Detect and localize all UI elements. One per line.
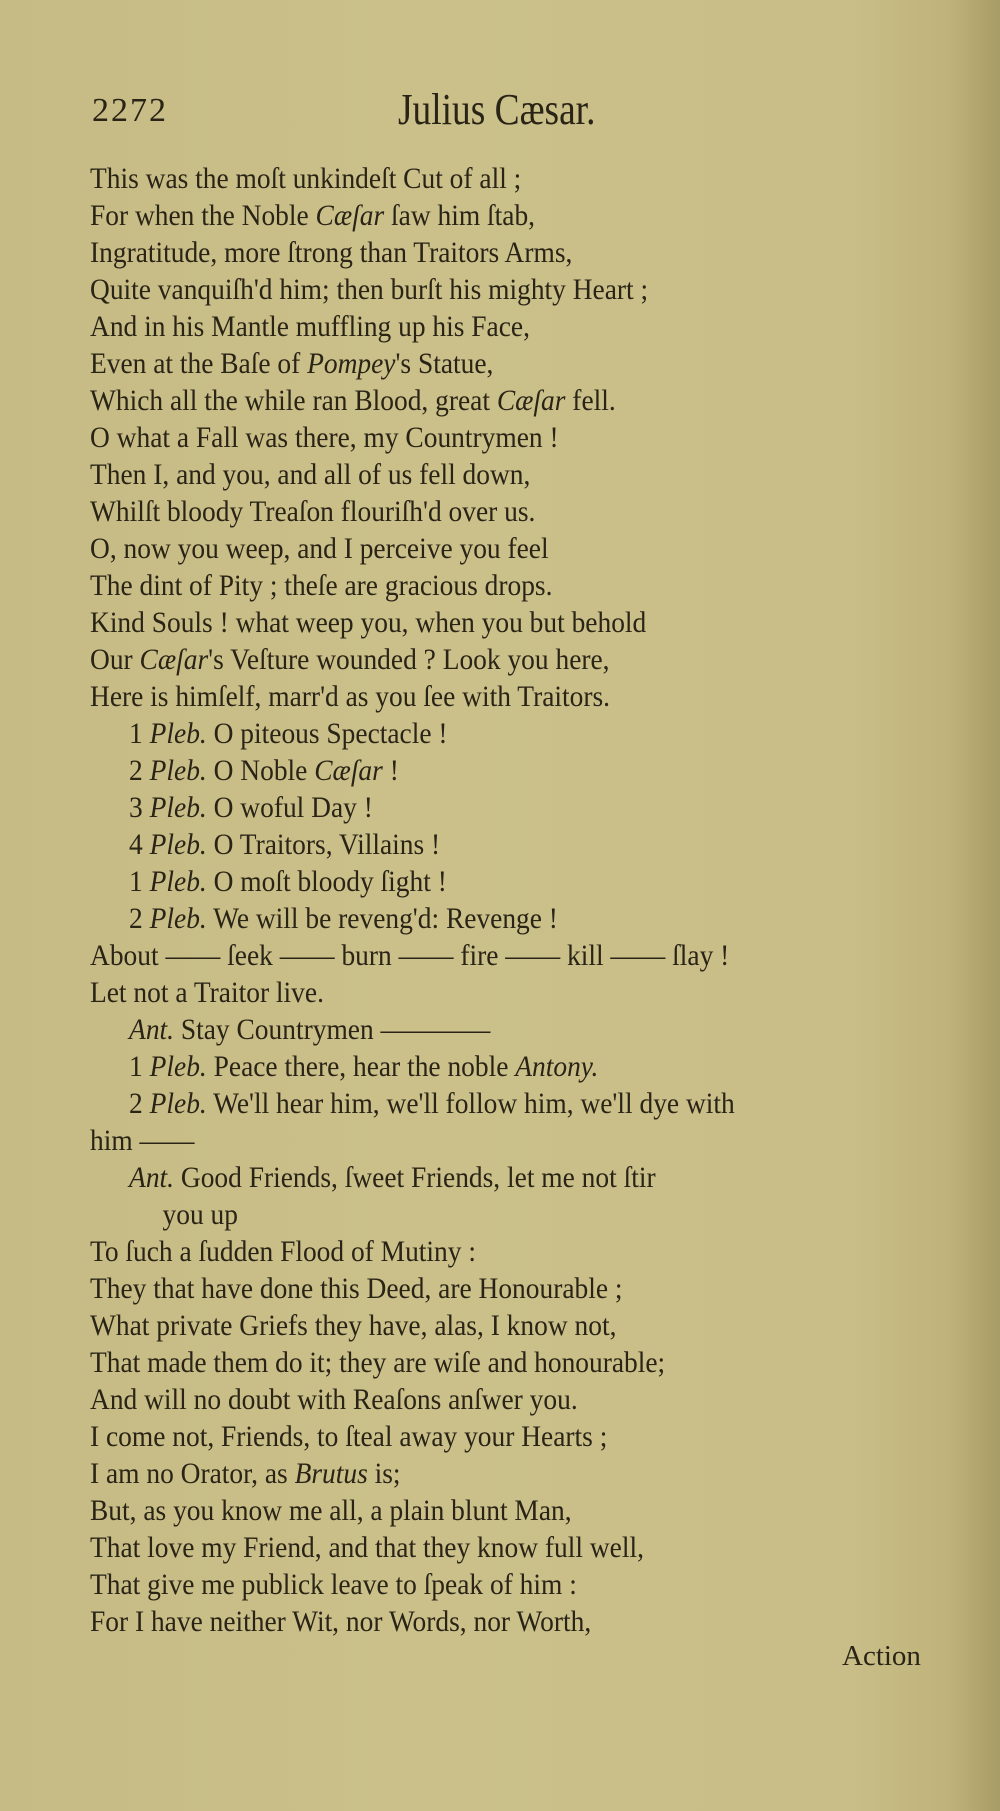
verse-line bbox=[90, 975, 890, 1012]
line-text: O Noble bbox=[206, 755, 315, 787]
verse-line bbox=[90, 679, 890, 716]
verse-line bbox=[90, 457, 890, 494]
verse-line bbox=[90, 383, 890, 420]
verse-line bbox=[90, 272, 890, 309]
line-text: We will be reveng'd: Revenge ! bbox=[206, 903, 558, 935]
line-text: Then I, and you, and all of us fell down, bbox=[90, 459, 531, 491]
italic-text: Antony. bbox=[515, 1051, 599, 1083]
line-text: 1 bbox=[129, 1051, 150, 1083]
italic-text: Pleb. bbox=[149, 792, 207, 824]
italic-text: Pleb. bbox=[149, 903, 207, 935]
speech-line bbox=[90, 827, 890, 864]
line-text: That made them do it; they are wiſe and honourable; bbox=[90, 1347, 666, 1379]
line-text: That give me publick leave to ſpeak of him : bbox=[90, 1569, 577, 1601]
italic-text: Ant. bbox=[129, 1014, 175, 1046]
line-text: O moſt bloody ſight ! bbox=[206, 866, 447, 898]
verse-line bbox=[90, 161, 890, 198]
line-text: And in his Mantle muffling up his Face, bbox=[90, 311, 530, 343]
verse-line bbox=[90, 1530, 890, 1567]
line-text: This was the moſt unkindeſt Cut of all ; bbox=[90, 163, 522, 195]
line-text: Which all the while ran Blood, great bbox=[90, 385, 497, 417]
italic-text: Pleb. bbox=[149, 718, 207, 750]
line-text: 2 bbox=[129, 903, 150, 935]
verse-line bbox=[90, 420, 890, 457]
line-text: O piteous Spectacle ! bbox=[206, 718, 448, 750]
italic-text: Pleb. bbox=[149, 1088, 207, 1120]
line-text: O what a Fall was there, my Countrymen ! bbox=[90, 422, 559, 454]
line-text: Let not a Traitor live. bbox=[90, 977, 324, 1009]
line-text: Ingratitude, more ſtrong than Traitors Arms, bbox=[90, 237, 573, 269]
italic-text: Pompey bbox=[307, 348, 396, 380]
line-text: For when the Noble bbox=[90, 200, 316, 232]
verse-line bbox=[90, 568, 890, 605]
verse-line bbox=[90, 198, 890, 235]
line-text: O Traitors, Villains ! bbox=[206, 829, 441, 861]
line-text: The dint of Pity ; theſe are gracious drops. bbox=[90, 570, 553, 602]
verse-line bbox=[90, 346, 890, 383]
page-number: 2272 bbox=[92, 92, 168, 129]
verse-line bbox=[90, 1345, 890, 1382]
line-text: But, as you know me all, a plain blunt Man, bbox=[90, 1495, 572, 1527]
line-text: Even at the Baſe of bbox=[90, 348, 308, 380]
verse-line bbox=[90, 531, 890, 568]
line-text: Quite vanquiſh'd him; then burſt his mighty Heart ; bbox=[90, 274, 649, 306]
line-text: 's Statue, bbox=[395, 348, 494, 380]
speech-line bbox=[90, 1012, 890, 1049]
speech-line bbox=[90, 1049, 890, 1086]
verse-line bbox=[90, 309, 890, 346]
italic-text: Ant. bbox=[129, 1162, 175, 1194]
line-text: him —— bbox=[90, 1125, 195, 1157]
speech-line bbox=[90, 1160, 890, 1197]
line-text: I come not, Friends, to ſteal away your Hearts ; bbox=[90, 1421, 608, 1453]
line-text: What private Griefs they have, alas, I know not, bbox=[90, 1310, 617, 1342]
line-text: Our bbox=[90, 644, 140, 676]
verse-line bbox=[90, 494, 890, 531]
italic-text: Cæſar bbox=[139, 644, 209, 676]
verse-line bbox=[90, 235, 890, 272]
line-text: O woful Day ! bbox=[206, 792, 373, 824]
line-text: 's Veſture wounded ? Look you here, bbox=[208, 644, 610, 676]
line-text: They that have done this Deed, are Honourable ; bbox=[90, 1273, 623, 1305]
line-text: That love my Friend, and that they know full well, bbox=[90, 1532, 644, 1564]
line-text: To ſuch a ſudden Flood of Mutiny : bbox=[90, 1236, 476, 1268]
line-text: Whilſt bloody Treaſon flouriſh'd over us. bbox=[90, 496, 536, 528]
line-text: fell. bbox=[565, 385, 616, 417]
speech-line bbox=[90, 790, 890, 827]
italic-text: Cæſar bbox=[496, 385, 566, 417]
line-text: Kind Souls ! what weep you, when you but behold bbox=[90, 607, 647, 639]
verse-line bbox=[90, 1234, 890, 1271]
verse-line bbox=[90, 642, 890, 679]
line-text: O, now you weep, and I perceive you feel bbox=[90, 533, 549, 565]
play-text bbox=[90, 161, 950, 1641]
italic-text: Pleb. bbox=[149, 829, 207, 861]
line-text: ! bbox=[382, 755, 399, 787]
italic-text: Cæſar bbox=[314, 755, 383, 787]
speech-line bbox=[90, 716, 890, 753]
line-text: 1 bbox=[129, 718, 150, 750]
speech-line bbox=[90, 1086, 890, 1123]
line-text: is; bbox=[367, 1458, 401, 1490]
line-text: Peace there, hear the noble bbox=[206, 1051, 516, 1083]
verse-line bbox=[90, 1567, 890, 1604]
line-text: And will no doubt with Reaſons anſwer you. bbox=[90, 1384, 578, 1416]
speech-line bbox=[90, 753, 890, 790]
verse-line bbox=[90, 1419, 890, 1456]
italic-text: Cæſar bbox=[315, 200, 385, 232]
line-text: you up bbox=[162, 1199, 238, 1231]
verse-line bbox=[90, 1308, 890, 1345]
verse-line bbox=[90, 938, 890, 975]
verse-line bbox=[90, 1197, 890, 1234]
line-text: ſaw him ſtab, bbox=[384, 200, 536, 232]
verse-line bbox=[90, 1604, 890, 1641]
line-text: Here is himſelf, marr'd as you ſee with Traitors. bbox=[90, 681, 611, 713]
verse-line bbox=[90, 605, 890, 642]
line-text: For I have neither Wit, nor Words, nor Worth, bbox=[90, 1606, 592, 1638]
verse-line bbox=[90, 1456, 890, 1493]
line-text: 3 bbox=[129, 792, 150, 824]
line-text: 1 bbox=[129, 866, 150, 898]
line-text: I am no Orator, as bbox=[90, 1458, 295, 1490]
speech-line bbox=[90, 864, 890, 901]
italic-text: Pleb. bbox=[149, 755, 207, 787]
speech-line bbox=[90, 901, 890, 938]
line-text: Good Friends, ſweet Friends, let me not ſtir bbox=[174, 1162, 656, 1194]
italic-text: Pleb. bbox=[149, 866, 207, 898]
catchword: Action bbox=[842, 1640, 921, 1672]
line-text: 4 bbox=[129, 829, 150, 861]
verse-line bbox=[90, 1382, 890, 1419]
line-text: Stay Countrymen ———— bbox=[174, 1014, 491, 1046]
verse-line bbox=[90, 1271, 890, 1308]
line-text: 2 bbox=[129, 1088, 150, 1120]
italic-text: Pleb. bbox=[149, 1051, 207, 1083]
italic-text: Brutus bbox=[294, 1458, 368, 1490]
running-title: Julius Cæsar. bbox=[398, 85, 596, 134]
line-text: 2 bbox=[129, 755, 150, 787]
line-text: We'll hear him, we'll follow him, we'll dye with bbox=[206, 1088, 735, 1120]
verse-line bbox=[90, 1123, 890, 1160]
verse-line bbox=[90, 1493, 890, 1530]
line-text: About —— ſeek —— burn —— fire —— kill —— ſlay ! bbox=[90, 940, 730, 972]
